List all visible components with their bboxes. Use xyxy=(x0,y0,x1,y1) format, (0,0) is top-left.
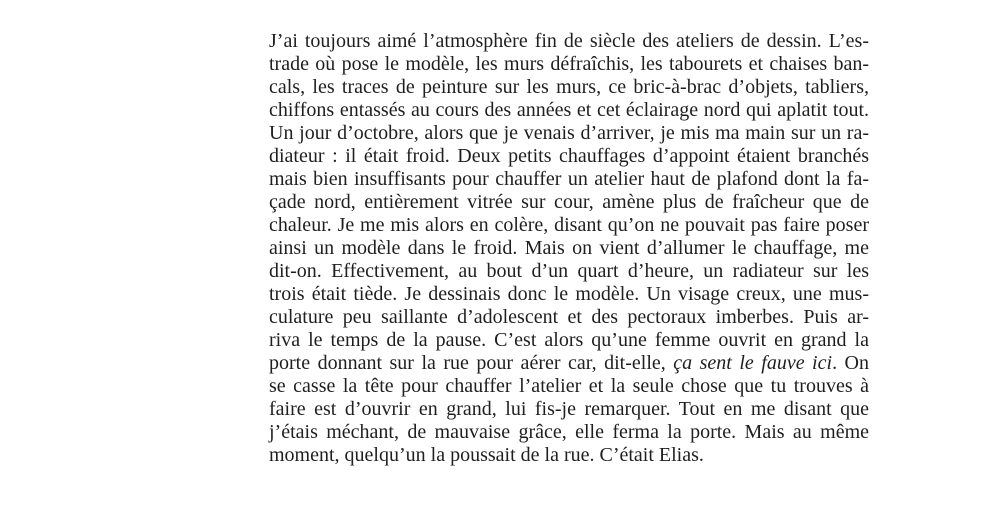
text-line: çade nord, entièrement vitrée sur cour, amène plus de fraîcheur que de xyxy=(269,191,869,213)
text-line: J’ai toujours aimé l’atmosphère fin de siècle des ateliers de dessin. L’es- xyxy=(269,30,869,52)
text-line: diateur : il était froid. Deux petits chauffages d’appoint étaient branchés xyxy=(269,145,869,167)
body-paragraph xyxy=(269,30,869,467)
text-line: faire est d’ouvrir en grand, lui fis-je remarquer. Tout en me disant que xyxy=(269,398,869,420)
text-line: Un jour d’octobre, alors que je venais d’arriver, je mis ma main sur un ra- xyxy=(269,122,869,144)
italic-quote: ça sent le fauve ici xyxy=(673,352,833,374)
text-line: trois était tiède. Je dessinais donc le modèle. Un visage creux, une mus- xyxy=(269,283,869,305)
text-line-with-italic xyxy=(269,352,869,375)
text-line: chaleur. Je me mis alors en colère, disant qu’on ne pouvait pas faire poser xyxy=(269,214,869,236)
text-line: j’étais méchant, de mauvaise grâce, elle ferma la porte. Mais au même xyxy=(269,421,869,443)
text-line: dit-on. Effectivement, au bout d’un quart d’heure, un radiateur sur les xyxy=(269,260,869,282)
text-line: se casse la tête pour chauffer l’atelier et la seule chose que tu trouves à xyxy=(269,375,869,397)
text-line: riva le temps de la pause. C’est alors qu’une femme ouvrit en grand la xyxy=(269,329,869,351)
text-line-last: moment, quelqu’un la poussait de la rue. C’était Elias. xyxy=(269,444,704,466)
text-line: trade où pose le modèle, les murs défraîchis, les tabourets et chaises ban- xyxy=(269,53,869,75)
text-line: mais bien insuffisants pour chauffer un atelier haut de plafond dont la fa- xyxy=(269,168,869,190)
text-segment: . On xyxy=(832,352,869,374)
text-line: cals, les traces de peinture sur les murs, ce bric-à-brac d’objets, tabliers, xyxy=(269,76,869,98)
text-segment: porte donnant sur la rue pour aérer car, dit-elle, xyxy=(269,352,674,374)
text-line: chiffons entassés au cours des années et cet éclairage nord qui aplatit tout. xyxy=(269,99,869,121)
text-line: ainsi un modèle dans le froid. Mais on vient d’allumer le chauffage, me xyxy=(269,237,869,259)
text-line: culature peu saillante d’adolescent et des pectoraux imberbes. Puis ar- xyxy=(269,306,869,328)
